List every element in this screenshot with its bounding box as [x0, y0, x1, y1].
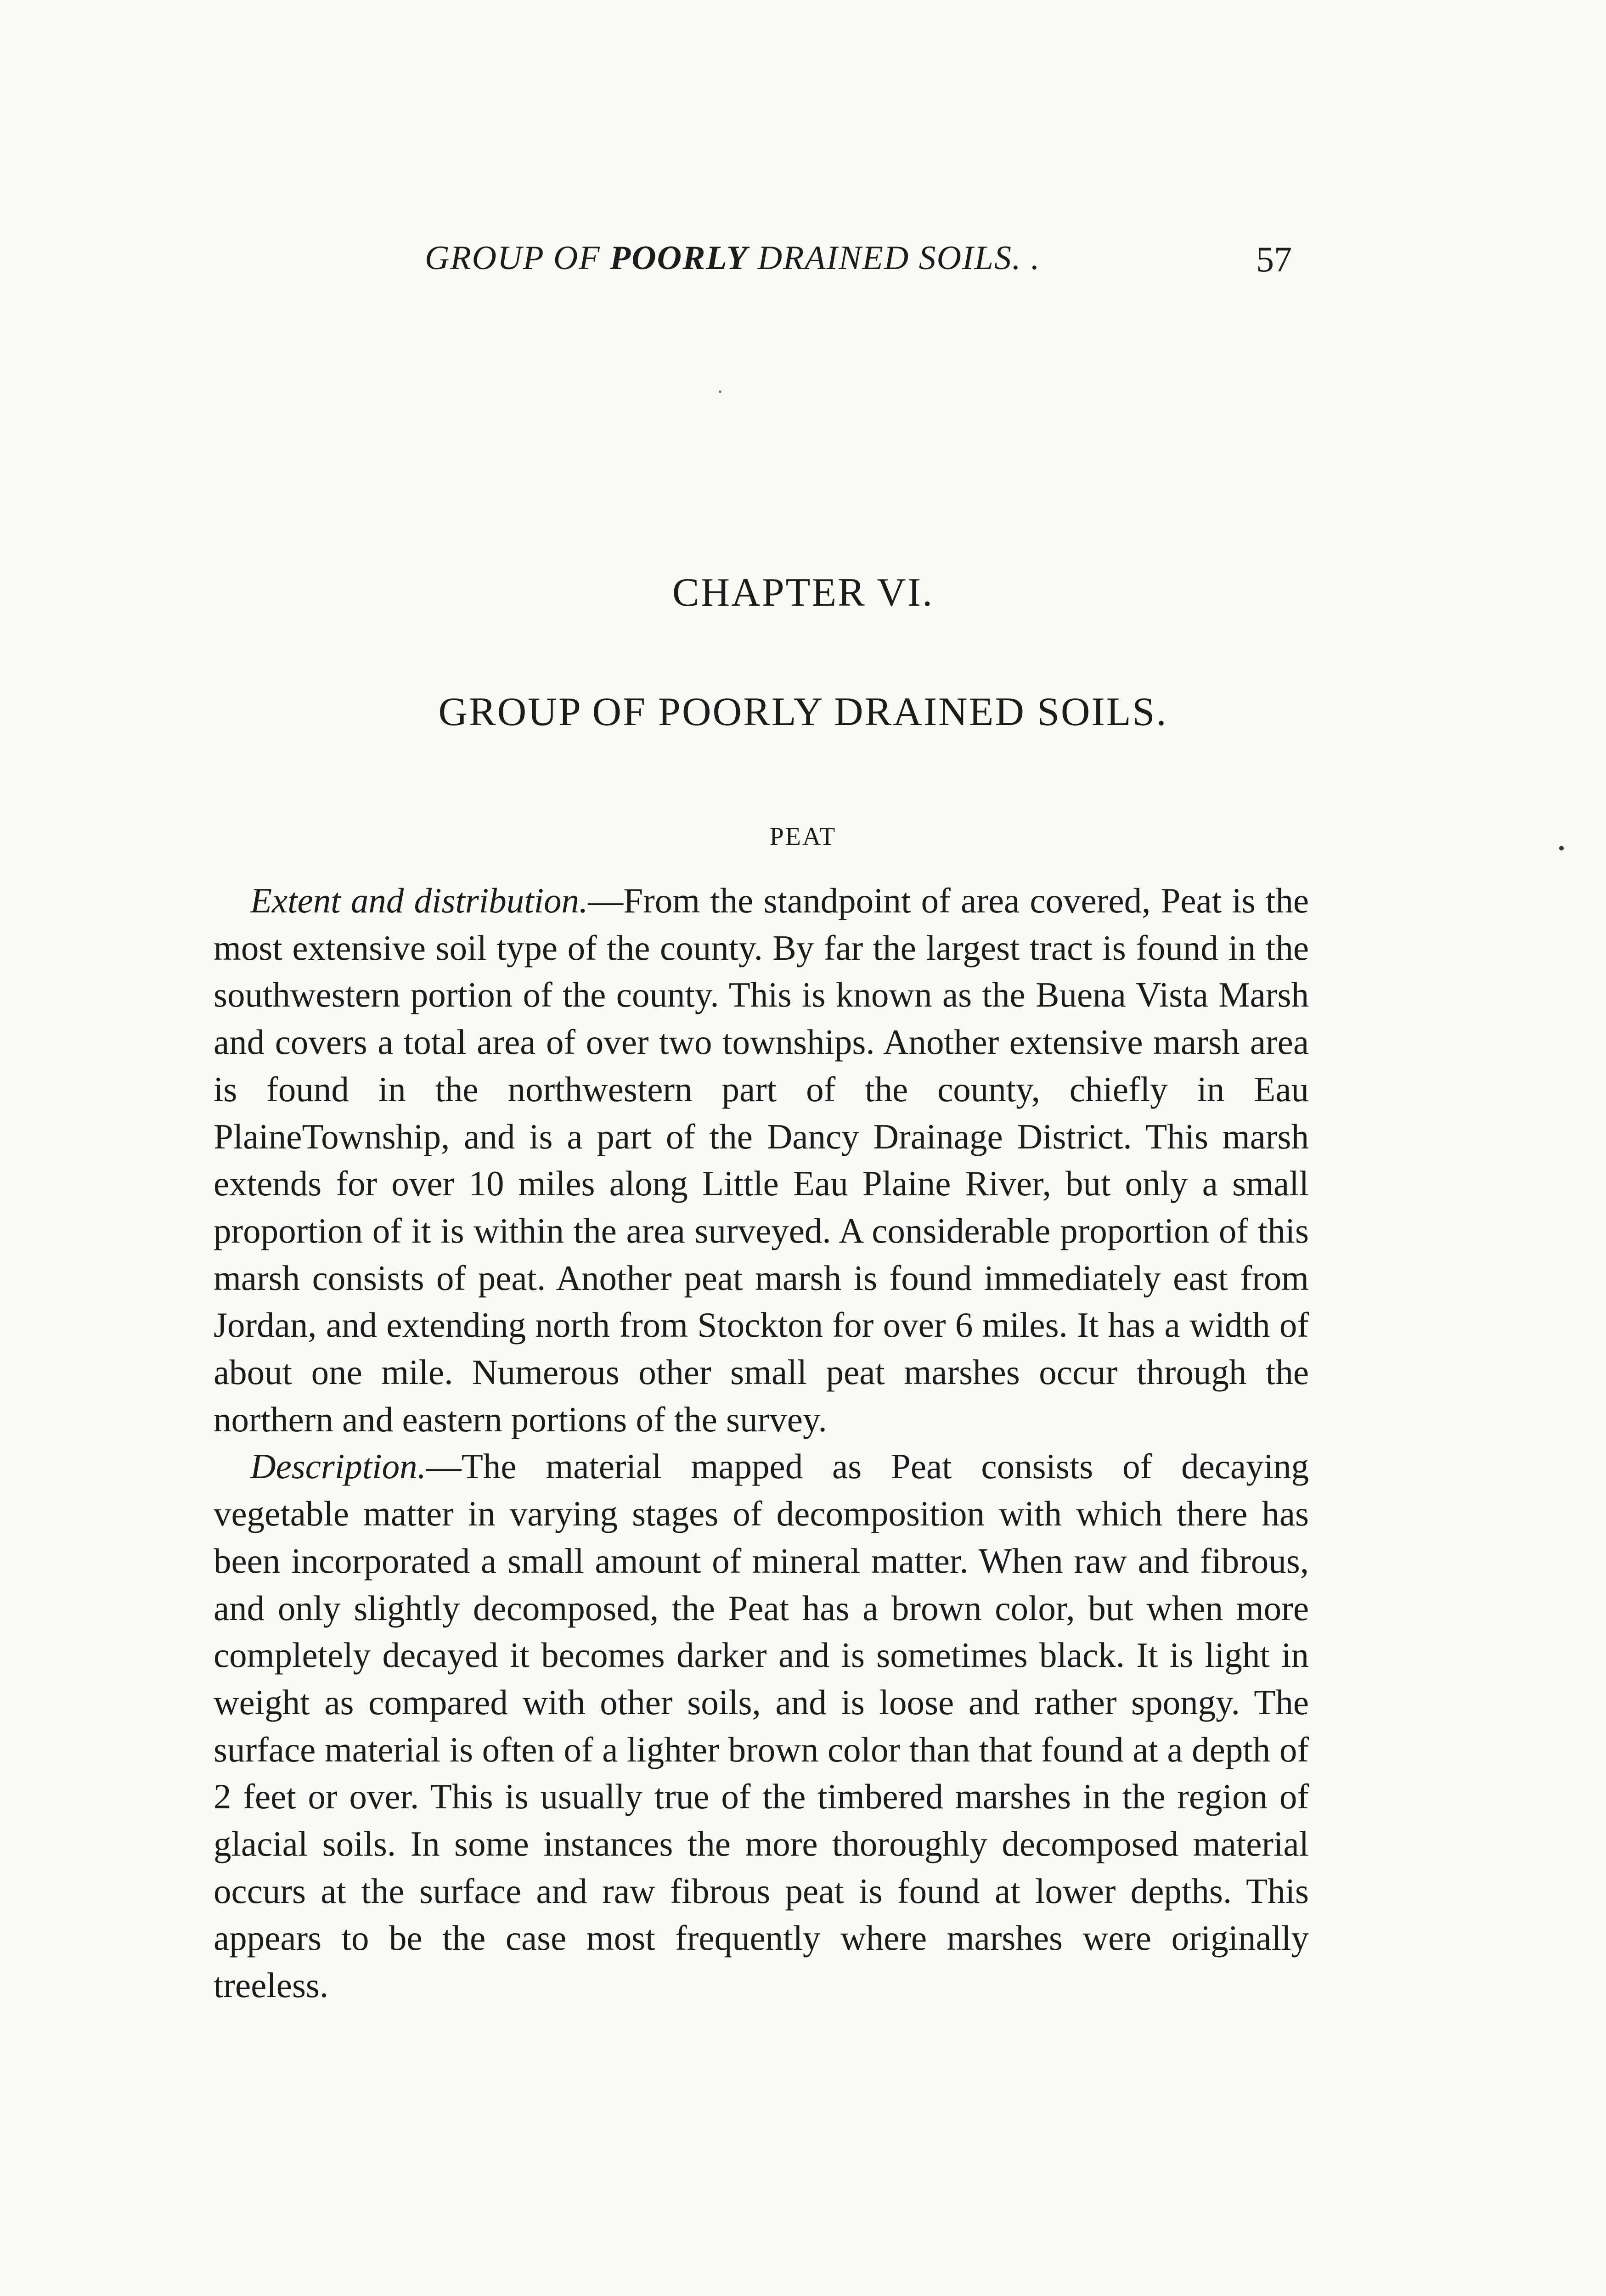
running-head-bold: POORLY	[610, 239, 749, 277]
section-title: GROUP OF POORLY DRAINED SOILS.	[438, 690, 1168, 734]
paper-speck	[1559, 846, 1564, 850]
body-text	[214, 877, 1309, 2009]
running-head-text-2: DRAINED SOILS. .	[748, 239, 1041, 277]
running-head	[425, 239, 1040, 278]
chapter-title: CHAPTER VI.	[672, 570, 934, 615]
page-number: 57	[1256, 239, 1292, 279]
paragraph-body: —From the standpoint of area covered, Peat is the most extensive soil type of the county. By far the largest tract is found in the southwestern portion of the county. This is known as the Buena Vista Marsh and covers a total area of over two townships. Another extensive marsh area is found in the northwestern part of the county, chiefly in Eau PlaineTownship, and is a part of the Dancy Drainage District. This marsh extends for over 10 miles along Little Eau Plaine River, but only a small proportion of it is within the area surveyed. A considerable proportion of this marsh consists of peat. Another peat marsh is found immediately east from Jordan, and extending north from Stockton for over 6 miles. It has a width of about one mile. Numerous other small peat marshes occur through the northern and eastern portions of the survey.	[214, 881, 1309, 1439]
paragraph-extent	[214, 877, 1309, 1443]
subsection-title: PEAT	[769, 822, 837, 851]
running-head-text-1: GROUP OF	[425, 239, 610, 277]
paragraph-lead: Extent and distribution.	[250, 881, 588, 920]
paragraph-description	[214, 1443, 1309, 2009]
paragraph-body: —The material mapped as Peat consists of decaying vegetable matter in varying stages of decomposition with which there has been incorporated a small amount of mineral matter. When raw and fibrous, and only slightly decomposed, the Peat has a brown color, but when more completely decayed it becomes darker and is sometimes black. It is light in weight as compared with other soils, and is loose and rather spongy. The surface material is often of a lighter brown color than that found at a depth of 2 feet or over. This is usually true of the timbered marshes in the region of glacial soils. In some instances the more thoroughly decomposed material occurs at the surface and raw fibrous peat is found at lower depths. This appears to be the case most frequently where marshes were originally treeless.	[214, 1446, 1309, 2005]
paragraph-lead: Description.	[250, 1446, 426, 1486]
paper-speck	[719, 390, 721, 393]
